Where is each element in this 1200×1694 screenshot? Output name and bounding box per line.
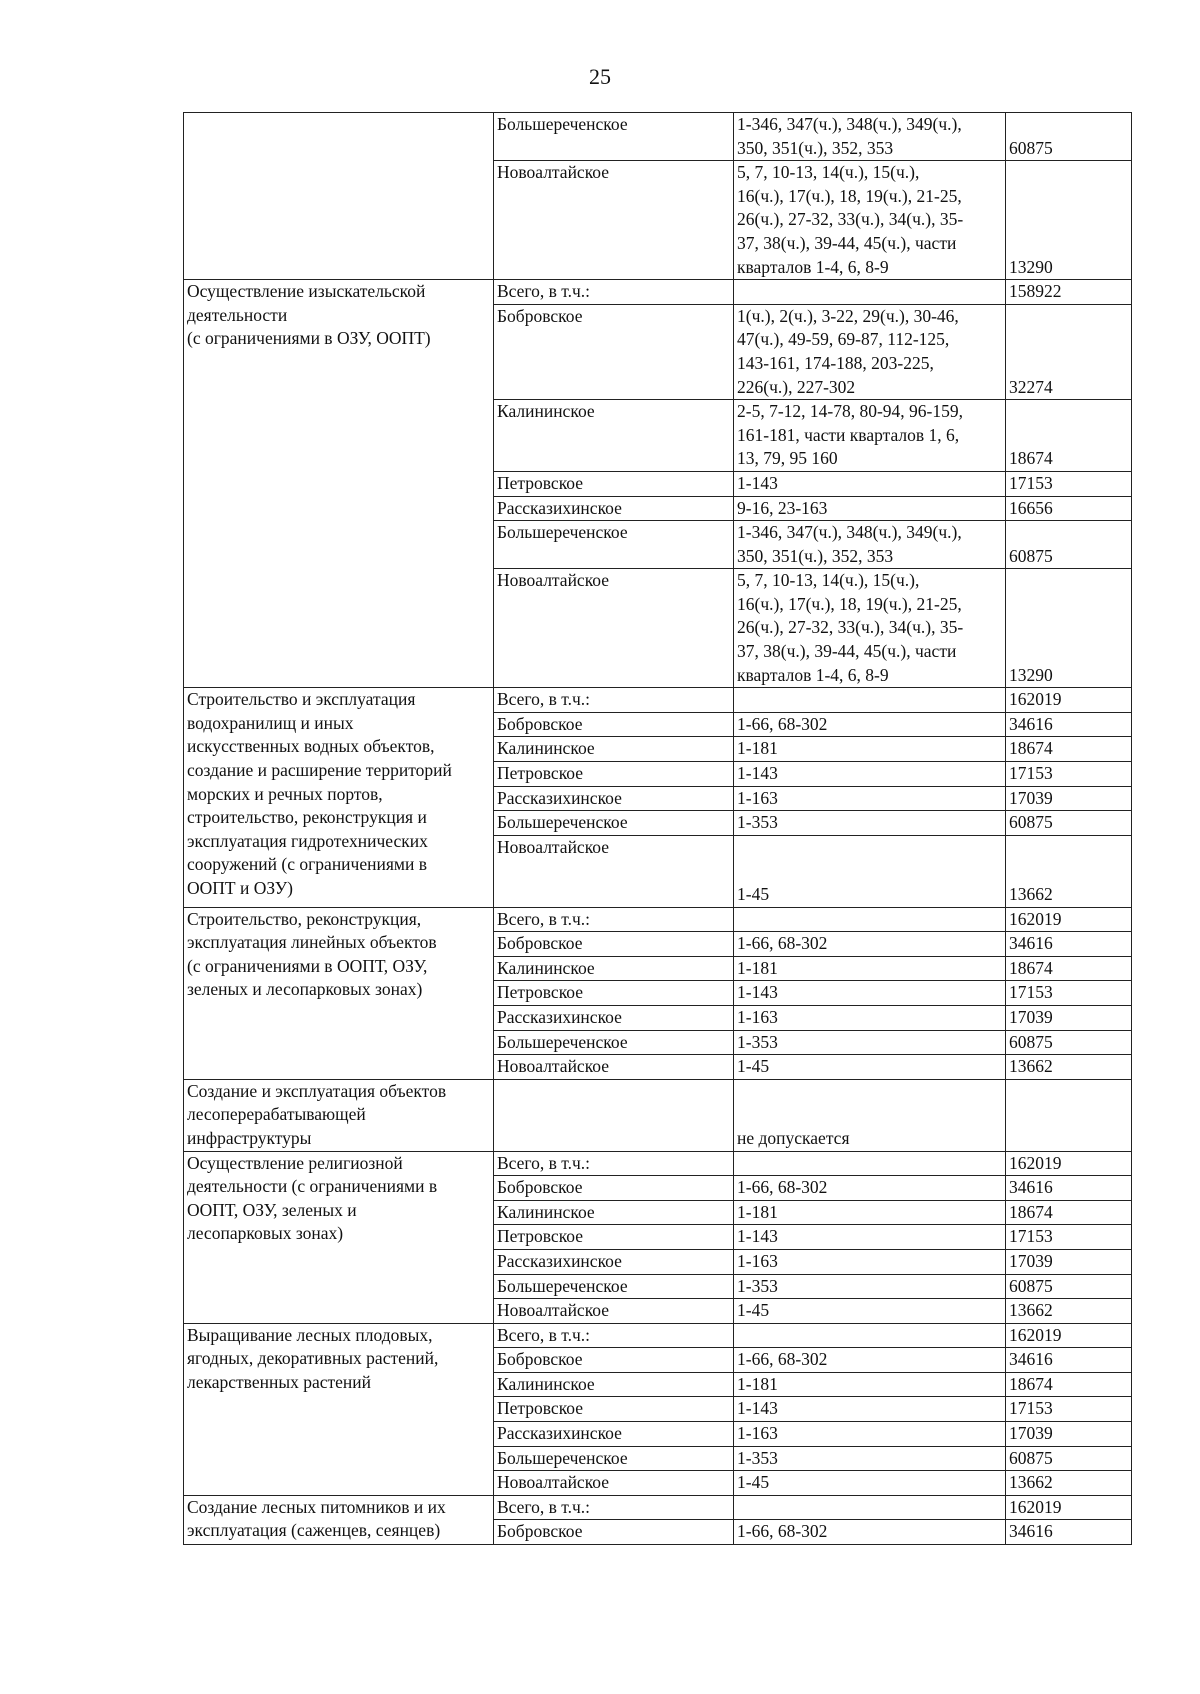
district-cell: Калининское [494,956,734,981]
area-cell: 34616 [1006,1176,1132,1201]
quarters-cell: 1-45 [734,1055,1006,1080]
area-cell: 60875 [1006,521,1132,569]
quarters-cell: 1-181 [734,737,1006,762]
area-cell: 32274 [1006,304,1132,399]
area-cell: 162019 [1006,907,1132,932]
quarters-cell [734,907,1006,932]
district-cell: Рассказихинское [494,1005,734,1030]
quarters-cell: 1-163 [734,1249,1006,1274]
district-cell: Новоалтайское [494,1055,734,1080]
quarters-cell: 1-45 [734,1299,1006,1324]
area-cell: 17039 [1006,1422,1132,1447]
quarters-cell: 1-353 [734,1030,1006,1055]
quarters-cell [734,1151,1006,1176]
quarters-cell: 1-163 [734,1422,1006,1447]
area-cell: 34616 [1006,712,1132,737]
activity-cell: Создание и эксплуатация объектов лесоперерабатывающей инфраструктуры [184,1079,494,1151]
district-cell: Большереченское [494,1030,734,1055]
area-cell: 13662 [1006,1299,1132,1324]
district-cell: Калининское [494,1372,734,1397]
district-cell: Калининское [494,400,734,472]
quarters-cell: 1-66, 68-302 [734,712,1006,737]
district-cell: Всего, в т.ч.: [494,688,734,713]
table-row [184,688,1132,713]
district-cell: Бобровское [494,1176,734,1201]
quarters-cell: не допускается [734,1079,1006,1151]
area-cell: 162019 [1006,1151,1132,1176]
area-cell: 13662 [1006,1055,1132,1080]
district-cell: Всего, в т.ч.: [494,907,734,932]
district-cell: Всего, в т.ч.: [494,280,734,305]
area-cell: 18674 [1006,1200,1132,1225]
district-cell: Большереченское [494,521,734,569]
quarters-cell: 1-143 [734,981,1006,1006]
area-cell: 13290 [1006,161,1132,280]
table-row [184,1079,1132,1151]
quarters-cell [734,1323,1006,1348]
activity-cell: Строительство и эксплуатация водохранилищ и иных искусственных водных объектов, создание и расширение территорий морских и речных портов, строительство, реконструкция и эксплуатация гидротехнических сооружений (с ограничениями в ООПТ и ОЗУ) [184,688,494,907]
quarters-cell: 1-163 [734,1005,1006,1030]
quarters-cell: 1-66, 68-302 [734,1176,1006,1201]
quarters-cell [734,280,1006,305]
table-row [184,907,1132,932]
area-cell: 17153 [1006,1225,1132,1250]
activity-cell: Выращивание лесных плодовых, ягодных, декоративных растений, лекарственных растений [184,1323,494,1495]
area-cell: 34616 [1006,932,1132,957]
quarters-cell: 1-181 [734,956,1006,981]
area-cell: 18674 [1006,956,1132,981]
district-cell: Новоалтайское [494,161,734,280]
quarters-cell: 1-143 [734,1225,1006,1250]
district-cell: Новоалтайское [494,1299,734,1324]
area-cell: 18674 [1006,400,1132,472]
table-body [184,113,1132,1545]
district-cell: Новоалтайское [494,1471,734,1496]
forest-use-table [183,112,1132,1545]
district-cell: Большереченское [494,1274,734,1299]
district-cell: Петровское [494,1397,734,1422]
area-cell: 17039 [1006,1249,1132,1274]
quarters-cell: 1-181 [734,1200,1006,1225]
table-row [184,1323,1132,1348]
table-row [184,1495,1132,1520]
district-cell: Петровское [494,1225,734,1250]
district-cell: Петровское [494,981,734,1006]
district-cell: Большереченское [494,811,734,836]
quarters-cell: 1(ч.), 2(ч.), 3-22, 29(ч.), 30-46, 47(ч.), 49-59, 69-87, 112-125, 143-161, 174-188, 203-225, 226(ч.), 227-302 [734,304,1006,399]
quarters-cell: 1-181 [734,1372,1006,1397]
table-row [184,113,1132,161]
quarters-cell: 1-346, 347(ч.), 348(ч.), 349(ч.), 350, 351(ч.), 352, 353 [734,113,1006,161]
area-cell: 17153 [1006,471,1132,496]
district-cell: Бобровское [494,304,734,399]
area-cell: 17039 [1006,786,1132,811]
area-cell: 162019 [1006,688,1132,713]
area-cell: 13662 [1006,1471,1132,1496]
district-cell: Бобровское [494,1348,734,1373]
district-cell: Всего, в т.ч.: [494,1151,734,1176]
district-cell: Новоалтайское [494,569,734,688]
district-cell: Рассказихинское [494,1422,734,1447]
quarters-cell: 2-5, 7-12, 14-78, 80-94, 96-159, 161-181, части кварталов 1, 6, 13, 79, 95 160 [734,400,1006,472]
quarters-cell: 1-143 [734,762,1006,787]
quarters-cell: 1-66, 68-302 [734,1348,1006,1373]
quarters-cell: 1-346, 347(ч.), 348(ч.), 349(ч.), 350, 351(ч.), 352, 353 [734,521,1006,569]
district-cell: Петровское [494,762,734,787]
quarters-cell: 1-353 [734,1274,1006,1299]
quarters-cell: 5, 7, 10-13, 14(ч.), 15(ч.), 16(ч.), 17(ч.), 18, 19(ч.), 21-25, 26(ч.), 27-32, 33(ч.), 34(ч.), 35- 37, 38(ч.), 39-44, 45(ч.), части кварталов 1-4, 6, 8-9 [734,569,1006,688]
area-cell: 60875 [1006,1030,1132,1055]
activity-cell: Создание лесных питомников и их эксплуатация (саженцев, сеянцев) [184,1495,494,1544]
district-cell: Всего, в т.ч.: [494,1323,734,1348]
page-number: 25 [589,64,611,89]
quarters-cell: 1-143 [734,471,1006,496]
area-cell: 60875 [1006,113,1132,161]
district-cell: Новоалтайское [494,835,734,907]
quarters-cell: 1-143 [734,1397,1006,1422]
district-cell: Бобровское [494,712,734,737]
quarters-cell [734,1495,1006,1520]
district-cell: Рассказихинское [494,786,734,811]
area-cell: 17153 [1006,981,1132,1006]
quarters-cell: 5, 7, 10-13, 14(ч.), 15(ч.), 16(ч.), 17(ч.), 18, 19(ч.), 21-25, 26(ч.), 27-32, 33(ч.), 34(ч.), 35- 37, 38(ч.), 39-44, 45(ч.), части кварталов 1-4, 6, 8-9 [734,161,1006,280]
district-cell: Большереченское [494,113,734,161]
area-cell: 17153 [1006,1397,1132,1422]
quarters-cell: 1-66, 68-302 [734,932,1006,957]
district-cell: Петровское [494,471,734,496]
area-cell: 60875 [1006,1446,1132,1471]
quarters-cell: 1-163 [734,786,1006,811]
district-cell: Калининское [494,737,734,762]
area-cell: 34616 [1006,1348,1132,1373]
district-cell: Рассказихинское [494,496,734,521]
area-cell: 60875 [1006,811,1132,836]
area-cell: 162019 [1006,1323,1132,1348]
table-row [184,1151,1132,1176]
district-cell: Всего, в т.ч.: [494,1495,734,1520]
area-cell: 16656 [1006,496,1132,521]
activity-cell: Осуществление изыскательской деятельности (с ограничениями в ОЗУ, ООПТ) [184,280,494,688]
quarters-cell: 1-45 [734,835,1006,907]
quarters-cell: 1-66, 68-302 [734,1520,1006,1545]
area-cell: 162019 [1006,1495,1132,1520]
activity-cell: Осуществление религиозной деятельности (с ограничениями в ООПТ, ОЗУ, зеленых и лесопарковых зонах) [184,1151,494,1323]
district-cell: Рассказихинское [494,1249,734,1274]
quarters-cell: 1-353 [734,1446,1006,1471]
quarters-cell: 1-45 [734,1471,1006,1496]
district-cell: Бобровское [494,932,734,957]
district-cell: Бобровское [494,1520,734,1545]
area-cell: 34616 [1006,1520,1132,1545]
quarters-cell: 9-16, 23-163 [734,496,1006,521]
activity-cell: Строительство, реконструкция, эксплуатация линейных объектов (с ограничениями в ООПТ, ОЗУ, зеленых и лесопарковых зонах) [184,907,494,1079]
table-row [184,280,1132,305]
area-cell: 18674 [1006,1372,1132,1397]
area-cell [1006,1079,1132,1151]
quarters-cell: 1-353 [734,811,1006,836]
area-cell: 60875 [1006,1274,1132,1299]
area-cell: 17039 [1006,1005,1132,1030]
district-cell: Большереченское [494,1446,734,1471]
area-cell: 13290 [1006,569,1132,688]
area-cell: 18674 [1006,737,1132,762]
activity-cell [184,113,494,280]
area-cell: 17153 [1006,762,1132,787]
district-cell: Калининское [494,1200,734,1225]
district-cell [494,1079,734,1151]
area-cell: 158922 [1006,280,1132,305]
area-cell: 13662 [1006,835,1132,907]
quarters-cell [734,688,1006,713]
